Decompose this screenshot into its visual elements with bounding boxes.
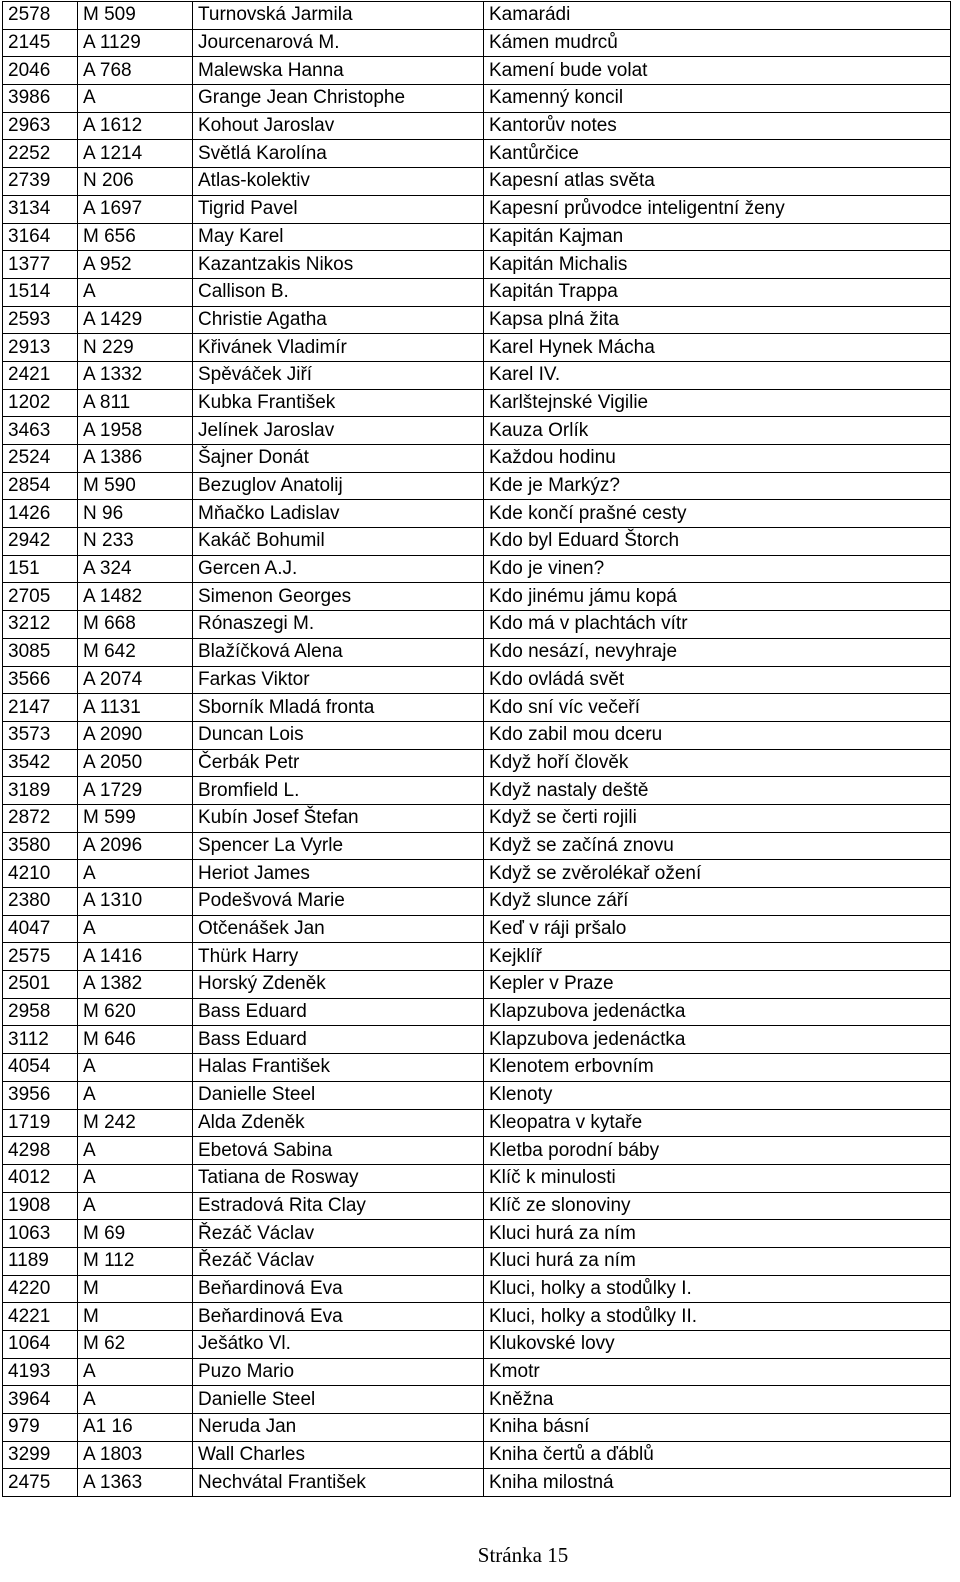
- title-cell: Když hoří člověk: [484, 749, 951, 777]
- title-cell: Kněžna: [484, 1386, 951, 1414]
- signature-cell: M 620: [78, 998, 193, 1026]
- signature-cell: A: [78, 915, 193, 943]
- author-cell: Čerbák Petr: [193, 749, 484, 777]
- signature-cell: M: [78, 1303, 193, 1331]
- table-row: [3, 915, 951, 943]
- author-cell: Ebetová Sabina: [193, 1137, 484, 1165]
- book-id-cell: 2963: [3, 112, 78, 140]
- author-cell: Jelínek Jaroslav: [193, 417, 484, 445]
- table-row: [3, 971, 951, 999]
- author-cell: Sborník Mladá fronta: [193, 694, 484, 722]
- author-cell: Tatiana de Rosway: [193, 1164, 484, 1192]
- author-cell: Estradová Rita Clay: [193, 1192, 484, 1220]
- table-row: [3, 417, 951, 445]
- author-cell: Křivánek Vladimír: [193, 334, 484, 362]
- table-row: [3, 1303, 951, 1331]
- signature-cell: A 811: [78, 389, 193, 417]
- title-cell: Kluci hurá za ním: [484, 1247, 951, 1275]
- signature-cell: A 1363: [78, 1469, 193, 1497]
- title-cell: Karel IV.: [484, 361, 951, 389]
- book-id-cell: 2958: [3, 998, 78, 1026]
- author-cell: Spencer La Vyrle: [193, 832, 484, 860]
- title-cell: Kniha básní: [484, 1414, 951, 1442]
- table-row: [3, 777, 951, 805]
- table-row: [3, 638, 951, 666]
- title-cell: Kamenný koncil: [484, 85, 951, 113]
- author-cell: Tigrid Pavel: [193, 195, 484, 223]
- book-id-cell: 979: [3, 1414, 78, 1442]
- author-cell: Řezáč Václav: [193, 1220, 484, 1248]
- author-cell: Bass Eduard: [193, 998, 484, 1026]
- signature-cell: A 1131: [78, 694, 193, 722]
- book-id-cell: 2475: [3, 1469, 78, 1497]
- author-cell: Gercen A.J.: [193, 555, 484, 583]
- author-cell: Thürk Harry: [193, 943, 484, 971]
- title-cell: Kleopatra v kytaře: [484, 1109, 951, 1137]
- signature-cell: M 62: [78, 1331, 193, 1359]
- table-row: [3, 1081, 951, 1109]
- signature-cell: N 233: [78, 528, 193, 556]
- author-cell: Ješátko Vl.: [193, 1331, 484, 1359]
- signature-cell: N 229: [78, 334, 193, 362]
- table-row: [3, 306, 951, 334]
- table-row: [3, 361, 951, 389]
- book-id-cell: 3542: [3, 749, 78, 777]
- author-cell: Kubín Josef Štefan: [193, 804, 484, 832]
- table-row: [3, 1026, 951, 1054]
- signature-cell: A: [78, 85, 193, 113]
- title-cell: Karel Hynek Mácha: [484, 334, 951, 362]
- author-cell: Bezuglov Anatolij: [193, 472, 484, 500]
- author-cell: Světlá Karolína: [193, 140, 484, 168]
- signature-cell: M 642: [78, 638, 193, 666]
- title-cell: Když slunce září: [484, 888, 951, 916]
- author-cell: Turnovská Jarmila: [193, 2, 484, 30]
- book-id-cell: 3463: [3, 417, 78, 445]
- author-cell: May Karel: [193, 223, 484, 251]
- signature-cell: M 656: [78, 223, 193, 251]
- author-cell: Mňačko Ladislav: [193, 500, 484, 528]
- book-id-cell: 4298: [3, 1137, 78, 1165]
- signature-cell: A 1310: [78, 888, 193, 916]
- table-row: [3, 528, 951, 556]
- title-cell: Když se zvěrolékař ožení: [484, 860, 951, 888]
- signature-cell: A 1803: [78, 1441, 193, 1469]
- table-row: [3, 804, 951, 832]
- signature-cell: A 1416: [78, 943, 193, 971]
- table-row: [3, 1441, 951, 1469]
- signature-cell: M 646: [78, 1026, 193, 1054]
- table-row: [3, 1054, 951, 1082]
- book-id-cell: 1189: [3, 1247, 78, 1275]
- author-cell: Horský Zdeněk: [193, 971, 484, 999]
- signature-cell: A 2090: [78, 721, 193, 749]
- title-cell: Kniha čertů a ďáblů: [484, 1441, 951, 1469]
- book-id-cell: 3085: [3, 638, 78, 666]
- table-row: [3, 1386, 951, 1414]
- author-cell: Farkas Viktor: [193, 666, 484, 694]
- table-row: [3, 85, 951, 113]
- title-cell: Kamení bude volat: [484, 57, 951, 85]
- title-cell: Kauza Orlík: [484, 417, 951, 445]
- signature-cell: A 952: [78, 251, 193, 279]
- book-id-cell: 1426: [3, 500, 78, 528]
- author-cell: Nechvátal František: [193, 1469, 484, 1497]
- table-row: [3, 195, 951, 223]
- table-row: [3, 140, 951, 168]
- title-cell: Kdo sní víc večeří: [484, 694, 951, 722]
- table-row: [3, 2, 951, 30]
- table-row: [3, 1469, 951, 1497]
- signature-cell: A 2074: [78, 666, 193, 694]
- book-id-cell: 2942: [3, 528, 78, 556]
- book-id-cell: 3164: [3, 223, 78, 251]
- book-id-cell: 3986: [3, 85, 78, 113]
- signature-cell: A 1429: [78, 306, 193, 334]
- table-row: [3, 1247, 951, 1275]
- author-cell: Kubka František: [193, 389, 484, 417]
- author-cell: Duncan Lois: [193, 721, 484, 749]
- book-id-cell: 2739: [3, 168, 78, 196]
- table-row: [3, 29, 951, 57]
- title-cell: Kejklíř: [484, 943, 951, 971]
- book-id-cell: 4047: [3, 915, 78, 943]
- table-row: [3, 1331, 951, 1359]
- author-cell: Grange Jean Christophe: [193, 85, 484, 113]
- table-row: [3, 57, 951, 85]
- author-cell: Spěváček Jiří: [193, 361, 484, 389]
- signature-cell: A 1386: [78, 445, 193, 473]
- title-cell: Klapzubova jedenáctka: [484, 1026, 951, 1054]
- title-cell: Klapzubova jedenáctka: [484, 998, 951, 1026]
- signature-cell: A1 16: [78, 1414, 193, 1442]
- signature-cell: A 1382: [78, 971, 193, 999]
- book-id-cell: 3964: [3, 1386, 78, 1414]
- book-id-cell: 3566: [3, 666, 78, 694]
- title-cell: Kdo má v plachtách vítr: [484, 611, 951, 639]
- book-id-cell: 3212: [3, 611, 78, 639]
- title-cell: Karlštejnské Vigilie: [484, 389, 951, 417]
- signature-cell: A 768: [78, 57, 193, 85]
- title-cell: Kmotr: [484, 1358, 951, 1386]
- book-id-cell: 4220: [3, 1275, 78, 1303]
- author-cell: Wall Charles: [193, 1441, 484, 1469]
- title-cell: Kapitán Trappa: [484, 278, 951, 306]
- signature-cell: M 242: [78, 1109, 193, 1137]
- title-cell: Kluci, holky a stodůlky II.: [484, 1303, 951, 1331]
- signature-cell: A: [78, 1164, 193, 1192]
- book-id-cell: 2524: [3, 445, 78, 473]
- page-number: Stránka 15: [477, 1543, 569, 1567]
- book-id-cell: 2145: [3, 29, 78, 57]
- signature-cell: A 1214: [78, 140, 193, 168]
- title-cell: Kantorův notes: [484, 112, 951, 140]
- signature-cell: A 324: [78, 555, 193, 583]
- title-cell: Kluci, holky a stodůlky I.: [484, 1275, 951, 1303]
- title-cell: Klenotem erbovním: [484, 1054, 951, 1082]
- book-id-cell: 4221: [3, 1303, 78, 1331]
- table-row: [3, 943, 951, 971]
- signature-cell: A 1129: [78, 29, 193, 57]
- author-cell: Danielle Steel: [193, 1081, 484, 1109]
- author-cell: Simenon Georges: [193, 583, 484, 611]
- title-cell: Keď v ráji pršalo: [484, 915, 951, 943]
- signature-cell: M 69: [78, 1220, 193, 1248]
- title-cell: Klenoty: [484, 1081, 951, 1109]
- signature-cell: A 1729: [78, 777, 193, 805]
- signature-cell: A 2096: [78, 832, 193, 860]
- table-row: [3, 278, 951, 306]
- author-cell: Heriot James: [193, 860, 484, 888]
- signature-cell: A 1482: [78, 583, 193, 611]
- table-row: [3, 472, 951, 500]
- author-cell: Šajner Donát: [193, 445, 484, 473]
- author-cell: Podešvová Marie: [193, 888, 484, 916]
- signature-cell: A: [78, 1054, 193, 1082]
- signature-cell: M 509: [78, 2, 193, 30]
- title-cell: Kletba porodní báby: [484, 1137, 951, 1165]
- book-id-cell: 1064: [3, 1331, 78, 1359]
- signature-cell: A 1612: [78, 112, 193, 140]
- signature-cell: M: [78, 1275, 193, 1303]
- table-row: [3, 860, 951, 888]
- title-cell: Kapsa plná žita: [484, 306, 951, 334]
- title-cell: Kantůrčice: [484, 140, 951, 168]
- signature-cell: A 1697: [78, 195, 193, 223]
- table-row: [3, 500, 951, 528]
- book-id-cell: 1202: [3, 389, 78, 417]
- table-row: [3, 1137, 951, 1165]
- title-cell: Klíč k minulosti: [484, 1164, 951, 1192]
- book-id-cell: 2046: [3, 57, 78, 85]
- table-row: [3, 251, 951, 279]
- title-cell: Kniha milostná: [484, 1469, 951, 1497]
- signature-cell: N 206: [78, 168, 193, 196]
- title-cell: Kdo nesází, nevyhraje: [484, 638, 951, 666]
- signature-cell: A 1958: [78, 417, 193, 445]
- title-cell: Kepler v Praze: [484, 971, 951, 999]
- title-cell: Klukovské lovy: [484, 1331, 951, 1359]
- book-id-cell: 1719: [3, 1109, 78, 1137]
- table-row: [3, 1192, 951, 1220]
- book-id-cell: 2575: [3, 943, 78, 971]
- book-list-body: [3, 2, 951, 1497]
- book-id-cell: 2705: [3, 583, 78, 611]
- book-id-cell: 4193: [3, 1358, 78, 1386]
- table-row: [3, 1275, 951, 1303]
- signature-cell: A: [78, 1081, 193, 1109]
- title-cell: Kdo ovládá svět: [484, 666, 951, 694]
- signature-cell: A 1332: [78, 361, 193, 389]
- table-row: [3, 1164, 951, 1192]
- title-cell: Kapesní atlas světa: [484, 168, 951, 196]
- title-cell: Kapitán Michalis: [484, 251, 951, 279]
- table-row: [3, 389, 951, 417]
- book-id-cell: 4210: [3, 860, 78, 888]
- book-id-cell: 1063: [3, 1220, 78, 1248]
- book-id-cell: 2872: [3, 804, 78, 832]
- book-id-cell: 3956: [3, 1081, 78, 1109]
- book-id-cell: 1908: [3, 1192, 78, 1220]
- title-cell: Kámen mudrců: [484, 29, 951, 57]
- book-id-cell: 2593: [3, 306, 78, 334]
- book-id-cell: 3112: [3, 1026, 78, 1054]
- table-row: [3, 694, 951, 722]
- table-row: [3, 334, 951, 362]
- table-row: [3, 888, 951, 916]
- signature-cell: A 2050: [78, 749, 193, 777]
- book-id-cell: 2578: [3, 2, 78, 30]
- author-cell: Otčenášek Jan: [193, 915, 484, 943]
- author-cell: Malewska Hanna: [193, 57, 484, 85]
- signature-cell: A: [78, 860, 193, 888]
- title-cell: Kluci hurá za ním: [484, 1220, 951, 1248]
- author-cell: Řezáč Václav: [193, 1247, 484, 1275]
- title-cell: Kapitán Kajman: [484, 223, 951, 251]
- table-row: [3, 555, 951, 583]
- book-id-cell: 2854: [3, 472, 78, 500]
- title-cell: Kdo byl Eduard Štorch: [484, 528, 951, 556]
- book-id-cell: 2380: [3, 888, 78, 916]
- book-id-cell: 2913: [3, 334, 78, 362]
- author-cell: Kohout Jaroslav: [193, 112, 484, 140]
- author-cell: Danielle Steel: [193, 1386, 484, 1414]
- author-cell: Atlas-kolektiv: [193, 168, 484, 196]
- signature-cell: A: [78, 278, 193, 306]
- author-cell: Alda Zdeněk: [193, 1109, 484, 1137]
- title-cell: Kde je Markýz?: [484, 472, 951, 500]
- signature-cell: M 599: [78, 804, 193, 832]
- author-cell: Bass Eduard: [193, 1026, 484, 1054]
- author-cell: Beňardinová Eva: [193, 1275, 484, 1303]
- author-cell: Jourcenarová M.: [193, 29, 484, 57]
- table-row: [3, 112, 951, 140]
- title-cell: Když nastaly deště: [484, 777, 951, 805]
- book-id-cell: 3189: [3, 777, 78, 805]
- table-row: [3, 1358, 951, 1386]
- author-cell: Christie Agatha: [193, 306, 484, 334]
- table-row: [3, 445, 951, 473]
- title-cell: Když se začíná znovu: [484, 832, 951, 860]
- book-id-cell: 2501: [3, 971, 78, 999]
- table-row: [3, 721, 951, 749]
- author-cell: Puzo Mario: [193, 1358, 484, 1386]
- table-row: [3, 998, 951, 1026]
- signature-cell: A: [78, 1137, 193, 1165]
- book-id-cell: 4012: [3, 1164, 78, 1192]
- signature-cell: N 96: [78, 500, 193, 528]
- signature-cell: M 112: [78, 1247, 193, 1275]
- author-cell: Kazantzakis Nikos: [193, 251, 484, 279]
- signature-cell: M 668: [78, 611, 193, 639]
- table-row: [3, 832, 951, 860]
- author-cell: Halas František: [193, 1054, 484, 1082]
- book-id-cell: 3573: [3, 721, 78, 749]
- book-list-table: [2, 1, 951, 1497]
- table-row: [3, 611, 951, 639]
- title-cell: Když se čerti rojili: [484, 804, 951, 832]
- title-cell: Kamarádi: [484, 2, 951, 30]
- table-row: [3, 1414, 951, 1442]
- title-cell: Kde končí prašné cesty: [484, 500, 951, 528]
- signature-cell: A: [78, 1386, 193, 1414]
- author-cell: Neruda Jan: [193, 1414, 484, 1442]
- signature-cell: A: [78, 1358, 193, 1386]
- table-row: [3, 1220, 951, 1248]
- author-cell: Kakáč Bohumil: [193, 528, 484, 556]
- book-id-cell: 3299: [3, 1441, 78, 1469]
- table-row: [3, 583, 951, 611]
- signature-cell: M 590: [78, 472, 193, 500]
- title-cell: Kdo je vinen?: [484, 555, 951, 583]
- book-id-cell: 1514: [3, 278, 78, 306]
- table-row: [3, 666, 951, 694]
- book-id-cell: 2421: [3, 361, 78, 389]
- title-cell: Kapesní průvodce inteligentní ženy: [484, 195, 951, 223]
- table-row: [3, 223, 951, 251]
- book-id-cell: 1377: [3, 251, 78, 279]
- author-cell: Bromfield L.: [193, 777, 484, 805]
- title-cell: Klíč ze slonoviny: [484, 1192, 951, 1220]
- author-cell: Blažíčková Alena: [193, 638, 484, 666]
- book-id-cell: 3580: [3, 832, 78, 860]
- table-row: [3, 749, 951, 777]
- author-cell: Callison B.: [193, 278, 484, 306]
- title-cell: Každou hodinu: [484, 445, 951, 473]
- signature-cell: A: [78, 1192, 193, 1220]
- title-cell: Kdo jinému jámu kopá: [484, 583, 951, 611]
- book-id-cell: 151: [3, 555, 78, 583]
- book-id-cell: 3134: [3, 195, 78, 223]
- author-cell: Rónaszegi M.: [193, 611, 484, 639]
- book-id-cell: 2147: [3, 694, 78, 722]
- table-row: [3, 1109, 951, 1137]
- author-cell: Beňardinová Eva: [193, 1303, 484, 1331]
- title-cell: Kdo zabil mou dceru: [484, 721, 951, 749]
- book-id-cell: 4054: [3, 1054, 78, 1082]
- table-row: [3, 168, 951, 196]
- book-id-cell: 2252: [3, 140, 78, 168]
